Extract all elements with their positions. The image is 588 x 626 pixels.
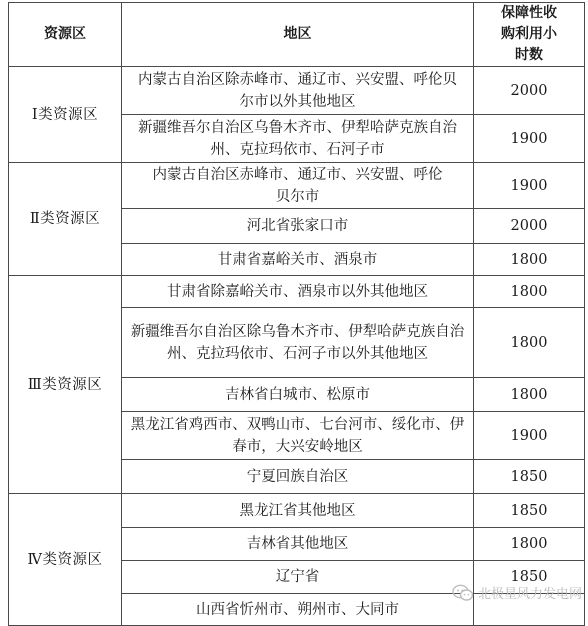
region-cell: 吉林省白城市、松原市 [122, 378, 474, 412]
watermark-text: 北极星风力发电网 [477, 587, 582, 602]
hours-cell: 1800 [474, 378, 585, 412]
region-cell: 黑龙江省其他地区 [122, 494, 474, 528]
region-cell: 山西省忻州市、朔州市、大同市 [122, 594, 474, 626]
region-cell: 河北省张家口市 [122, 209, 474, 244]
header-hours: 保障性收购利用小时数 [474, 3, 585, 67]
region-cell: 甘肃省嘉峪关市、酒泉市 [122, 244, 474, 276]
hours-cell: 1800 [474, 528, 585, 561]
category-cell: Ⅱ类资源区 [9, 163, 122, 276]
header-row [9, 3, 585, 67]
region-cell: 内蒙古自治区除赤峰市、通辽市、兴安盟、呼伦贝尔市以外其他地区 [122, 67, 474, 115]
hours-cell: 1850 [474, 561, 585, 594]
region-cell: 新疆维吾尔自治区乌鲁木齐市、伊犁哈萨克族自治州、克拉玛依市、石河子市 [122, 115, 474, 163]
wechat-icon [452, 584, 474, 602]
region-cell: 宁夏回族自治区 [122, 460, 474, 494]
header-region: 地区 [122, 3, 474, 67]
region-cell: 新疆维吾尔自治区除乌鲁木齐市、伊犁哈萨克族自治州、克拉玛依市、石河子市以外其他地区 [122, 308, 474, 378]
category-cell: Ⅲ类资源区 [9, 276, 122, 494]
hours-cell: 1900 [474, 412, 585, 460]
region-cell: 黑龙江省鸡西市、双鸭山市、七台河市、绥化市、伊春市，大兴安岭地区 [122, 412, 474, 460]
hours-cell: 1800 [474, 244, 585, 276]
table-row [9, 494, 585, 528]
hours-cell: 2000 [474, 67, 585, 115]
table-row [9, 163, 585, 209]
category-cell: Ⅳ类资源区 [9, 494, 122, 626]
region-cell: 内蒙古自治区赤峰市、通辽市、兴安盟、呼伦贝尔市 [122, 163, 474, 209]
quota-table [8, 2, 585, 626]
hours-cell: 1900 [474, 115, 585, 163]
header-category: 资源区 [9, 3, 122, 67]
table-row [9, 67, 585, 115]
hours-cell: 1850 [474, 494, 585, 528]
hours-cell: 1850 [474, 460, 585, 494]
hours-cell: 1800 [474, 276, 585, 308]
region-cell: 甘肃省除嘉峪关市、酒泉市以外其他地区 [122, 276, 474, 308]
table-row [9, 276, 585, 308]
hours-cell: 1800 [474, 308, 585, 378]
category-cell: Ⅰ类资源区 [9, 67, 122, 163]
hours-cell: 2000 [474, 209, 585, 244]
watermark [452, 583, 582, 602]
region-cell: 辽宁省 [122, 561, 474, 594]
region-cell: 吉林省其他地区 [122, 528, 474, 561]
hours-cell: 1900 [474, 163, 585, 209]
